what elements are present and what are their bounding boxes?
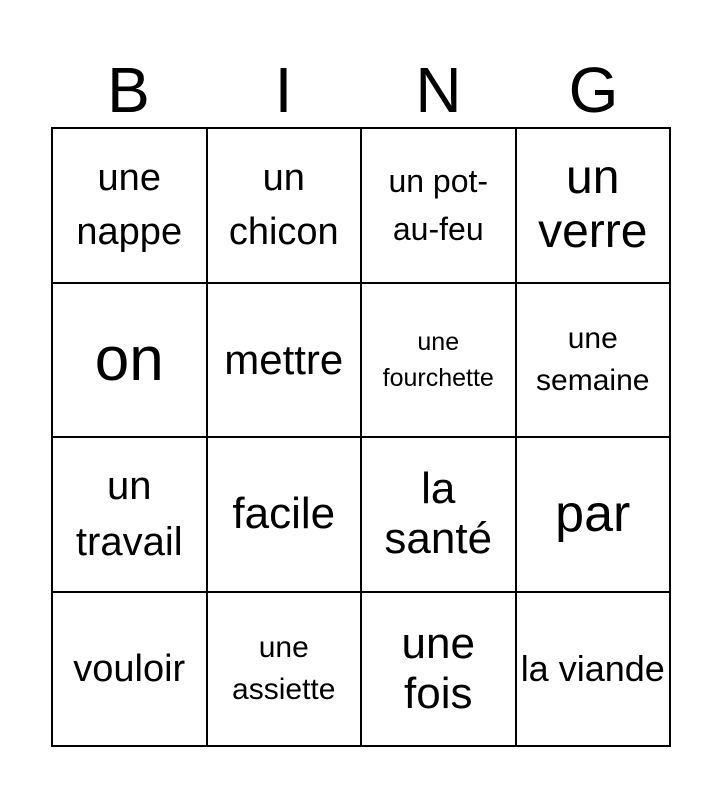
cell-text: vouloir: [73, 647, 186, 690]
bingo-header: [51, 52, 671, 128]
cell-text: une assiette: [232, 630, 336, 706]
header-letter-b: B: [107, 54, 150, 126]
bingo-cell[interactable]: [52, 283, 207, 438]
cell-text: un verre: [538, 151, 648, 259]
bingo-cell[interactable]: [52, 592, 207, 747]
header-letter-g: G: [568, 54, 619, 126]
header-letter-i: I: [274, 54, 293, 126]
cell-text: une semaine: [536, 321, 650, 397]
bingo-cell[interactable]: [52, 128, 207, 283]
cell-text: un chicon: [228, 157, 339, 254]
bingo-cell[interactable]: [516, 128, 671, 283]
bingo-cell[interactable]: [516, 592, 671, 747]
cell-text: une fourchette: [382, 327, 494, 392]
bingo-card: [51, 127, 671, 747]
cell-text: la santé: [384, 464, 493, 564]
bingo-cell[interactable]: [207, 592, 362, 747]
bingo-cell[interactable]: [361, 437, 516, 592]
cell-text: on: [94, 324, 164, 394]
bingo-cell[interactable]: [52, 437, 207, 592]
cell-text: une fois: [401, 618, 475, 718]
cell-text: par: [555, 485, 631, 544]
cell-text: un pot-au-feu: [388, 163, 489, 248]
bingo-cell[interactable]: [361, 128, 516, 283]
cell-text: facile: [232, 489, 336, 539]
cell-text: un travail: [75, 464, 183, 565]
header-letter-n: N: [415, 54, 462, 126]
cell-text: la viande: [520, 647, 665, 689]
bingo-cell[interactable]: [361, 283, 516, 438]
cell-text: mettre: [224, 335, 344, 383]
bingo-cell[interactable]: [516, 437, 671, 592]
bingo-cell[interactable]: [361, 592, 516, 747]
bingo-cell[interactable]: [207, 128, 362, 283]
bingo-cell[interactable]: [207, 437, 362, 592]
bingo-cell[interactable]: [516, 283, 671, 438]
cell-text: une nappe: [76, 157, 183, 254]
bingo-cell[interactable]: [207, 283, 362, 438]
